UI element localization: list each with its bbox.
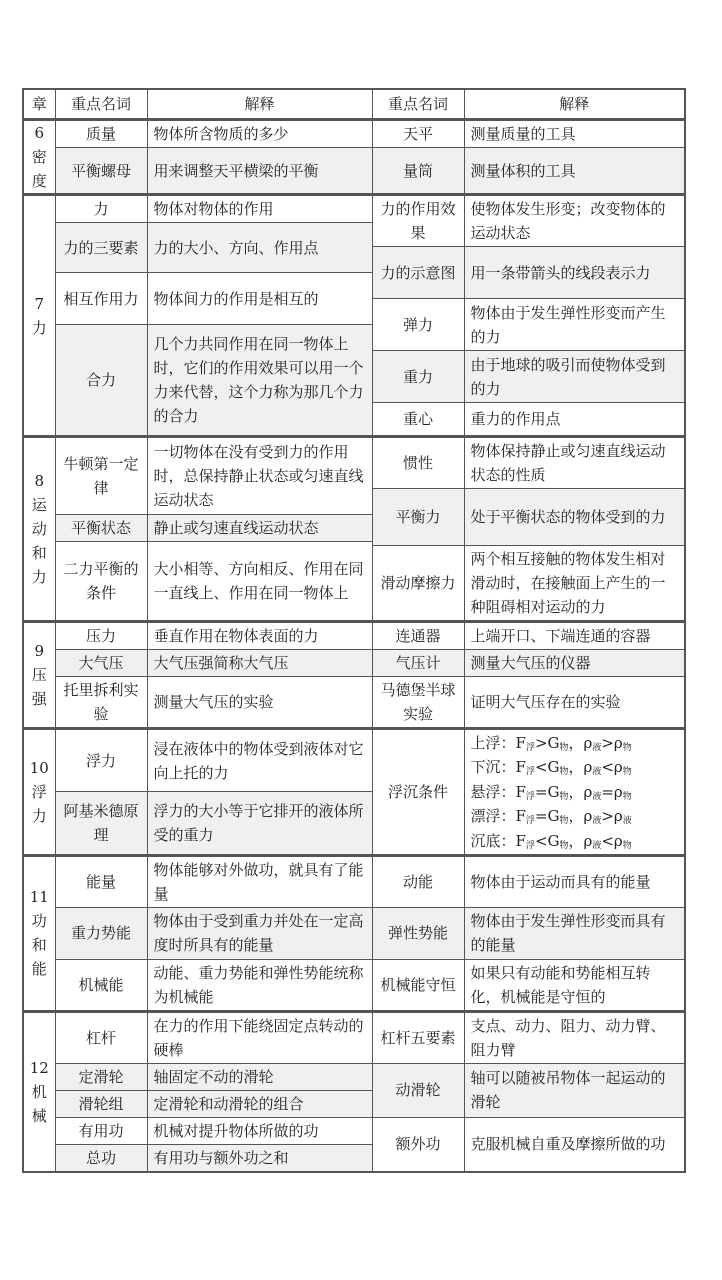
term-cell: 弹性势能: [372, 907, 464, 959]
term-cell: 定滑轮: [55, 1063, 147, 1090]
explanation-cell: 在力的作用下能绕固定点转动的硬棒: [147, 1011, 372, 1063]
term-cell: 额外功: [372, 1117, 464, 1172]
chapter-label: 6 密 度: [23, 120, 55, 195]
explanation-cell: 测量质量的工具: [464, 120, 685, 148]
table-row: [23, 1117, 685, 1144]
term-cell: 有用功: [55, 1117, 147, 1144]
table-row: [23, 855, 685, 907]
table-row: [23, 1011, 685, 1063]
term-cell: 重力: [372, 351, 464, 403]
chapter-label: 8 运 动 和 力: [23, 437, 55, 622]
term-cell: 大气压: [55, 650, 147, 677]
explanation-cell: 克服机械自重及摩擦所做的功: [464, 1117, 685, 1172]
float-condition-line: 上浮：$F_浮>G_物$，$\rho_液>\rho_物$: [470, 734, 632, 753]
term-cell: 压力: [55, 622, 147, 650]
term-cell: 相互作用力: [55, 273, 147, 325]
table-row: [23, 195, 685, 223]
explanation-cell: 物体间力的作用是相互的: [147, 273, 372, 325]
term-cell: 力的示意图: [372, 247, 464, 299]
table-row: [23, 120, 685, 148]
term-cell: 阿基米德原理: [55, 792, 147, 855]
header-term: 重点名词: [55, 89, 147, 120]
explanation-cell: 静止或匀速直线运动状态: [147, 515, 372, 542]
explanation-cell: 测量大气压的仪器: [464, 650, 685, 677]
term-cell: 平衡状态: [55, 515, 147, 542]
header-explanation-2: 解释: [464, 89, 685, 120]
explanation-cell: 动能、重力势能和弹性势能统称为机械能: [147, 959, 372, 1011]
term-cell: 力: [55, 195, 147, 223]
explanation-cell: 机械对提升物体所做的功: [147, 1117, 372, 1144]
term-cell: 二力平衡的条件: [55, 542, 147, 622]
explanation-cell: 轴可以随被吊物体一起运动的滑轮: [464, 1063, 685, 1117]
term-cell: 重力势能: [55, 907, 147, 959]
term-cell: 总功: [55, 1144, 147, 1172]
term-cell: 量筒: [372, 148, 464, 195]
chapter-label: 11 功 和 能: [23, 855, 55, 1011]
table-row: [23, 622, 685, 650]
header-row: [23, 89, 685, 120]
explanation-cell: 物体对物体的作用: [147, 195, 372, 223]
explanation-cell: 由于地球的吸引而使物体受到的力: [464, 351, 685, 403]
table-row: [23, 907, 685, 959]
term-cell: 能量: [55, 855, 147, 907]
explanation-cell: 如果只有动能和势能相互转化，机械能是守恒的: [464, 959, 685, 1011]
float-conditions-cell: [464, 729, 685, 856]
chapter-label: 12 机 械: [23, 1011, 55, 1172]
chapter-label: 9 压 强: [23, 622, 55, 729]
term-cell: 滑动摩擦力: [372, 546, 464, 622]
term-cell: 滑轮组: [55, 1090, 147, 1117]
explanation-cell: 上端开口、下端连通的容器: [464, 622, 685, 650]
table-row: [23, 1063, 685, 1090]
term-cell: 马德堡半球实验: [372, 677, 464, 729]
term-cell: 浮沉条件: [372, 729, 464, 856]
explanation-cell: 大气压强简称大气压: [147, 650, 372, 677]
table-row: [23, 959, 685, 1011]
physics-summary-table: [22, 88, 686, 1173]
term-cell: 弹力: [372, 299, 464, 351]
float-condition-line: 下沉：$F_浮<G_物$，$\rho_液<\rho_物$: [470, 758, 632, 778]
explanation-cell: 物体由于运动而具有的能量: [464, 855, 685, 907]
header-explanation: 解释: [147, 89, 372, 120]
explanation-cell: 处于平衡状态的物体受到的力: [464, 489, 685, 546]
explanation-cell: 力的大小、方向、作用点: [147, 223, 372, 273]
explanation-cell: 测量体积的工具: [464, 148, 685, 195]
explanation-cell: 支点、动力、阻力、动力臂、阻力臂: [464, 1011, 685, 1063]
term-cell: 重心: [372, 403, 464, 437]
table-row: [23, 650, 685, 677]
table-row: [23, 148, 685, 195]
float-condition-line: 沉底：$F_浮<G_物$，$\rho_液<\rho_物$: [470, 831, 632, 851]
chapter-label: 7 力: [23, 195, 55, 437]
explanation-cell: 两个相互接触的物体发生相对滑动时，在接触面上产生的一种阻碍相对运动的力: [464, 546, 685, 622]
header-term-2: 重点名词: [372, 89, 464, 120]
table-row: [23, 437, 685, 489]
term-cell: 平衡力: [372, 489, 464, 546]
term-cell: 托里拆利实验: [55, 677, 147, 729]
explanation-cell: 浮力的大小等于它排开的液体所受的重力: [147, 792, 372, 855]
term-cell: 天平: [372, 120, 464, 148]
term-cell: 动能: [372, 855, 464, 907]
term-cell: 合力: [55, 325, 147, 437]
explanation-cell: 垂直作用在物体表面的力: [147, 622, 372, 650]
explanation-cell: 测量大气压的实验: [147, 677, 372, 729]
term-cell: 力的作用效果: [372, 195, 464, 247]
float-condition-line: 漂浮：$F_浮=G_物$，$\rho_液>\rho_液$: [470, 807, 632, 827]
term-cell: 机械能: [55, 959, 147, 1011]
term-cell: 杠杆: [55, 1011, 147, 1063]
term-cell: 连通器: [372, 622, 464, 650]
explanation-cell: 大小相等、方向相反、作用在同一直线上、作用在同一物体上: [147, 542, 372, 622]
explanation-cell: 轴固定不动的滑轮: [147, 1063, 372, 1090]
explanation-cell: 物体由于受到重力并处在一定高度时所具有的能量: [147, 907, 372, 959]
explanation-cell: 证明大气压存在的实验: [464, 677, 685, 729]
header-chapter: 章: [23, 89, 55, 120]
chapter-label: 10 浮 力: [23, 729, 55, 856]
explanation-cell: 使物体发生形变；改变物体的运动状态: [464, 195, 685, 247]
term-cell: 惯性: [372, 437, 464, 489]
explanation-cell: 定滑轮和动滑轮的组合: [147, 1090, 372, 1117]
term-cell: 牛顿第一定律: [55, 437, 147, 515]
explanation-cell: 物体由于发生弹性形变而具有的能量: [464, 907, 685, 959]
term-cell: 平衡螺母: [55, 148, 147, 195]
term-cell: 机械能守恒: [372, 959, 464, 1011]
table-row: [23, 677, 685, 729]
explanation-cell: 有用功与额外功之和: [147, 1144, 372, 1172]
explanation-cell: 物体能够对外做功，就具有了能量: [147, 855, 372, 907]
term-cell: 浮力: [55, 729, 147, 792]
term-cell: 质量: [55, 120, 147, 148]
explanation-cell: 用一条带箭头的线段表示力: [464, 247, 685, 299]
table-row: [23, 729, 685, 792]
term-cell: 杠杆五要素: [372, 1011, 464, 1063]
explanation-cell: 物体由于发生弹性形变而产生的力: [464, 299, 685, 351]
explanation-cell: 用来调整天平横梁的平衡: [147, 148, 372, 195]
explanation-cell: 物体所含物质的多少: [147, 120, 372, 148]
explanation-cell: 物体保持静止或匀速直线运动状态的性质: [464, 437, 685, 489]
term-cell: 力的三要素: [55, 223, 147, 273]
explanation-cell: 几个力共同作用在同一物体上时，它们的作用效果可以用一个力来代替，这个力称为那几个力的合力: [147, 325, 372, 437]
explanation-cell: 一切物体在没有受到力的作用时，总保持静止状态或匀速直线运动状态: [147, 437, 372, 515]
term-cell: 动滑轮: [372, 1063, 464, 1117]
explanation-cell: 浸在液体中的物体受到液体对它向上托的力: [147, 729, 372, 792]
float-condition-line: 悬浮：$F_浮=G_物$，$\rho_液=\rho_物$: [470, 782, 632, 802]
explanation-cell: 重力的作用点: [464, 403, 685, 437]
term-cell: 气压计: [372, 650, 464, 677]
